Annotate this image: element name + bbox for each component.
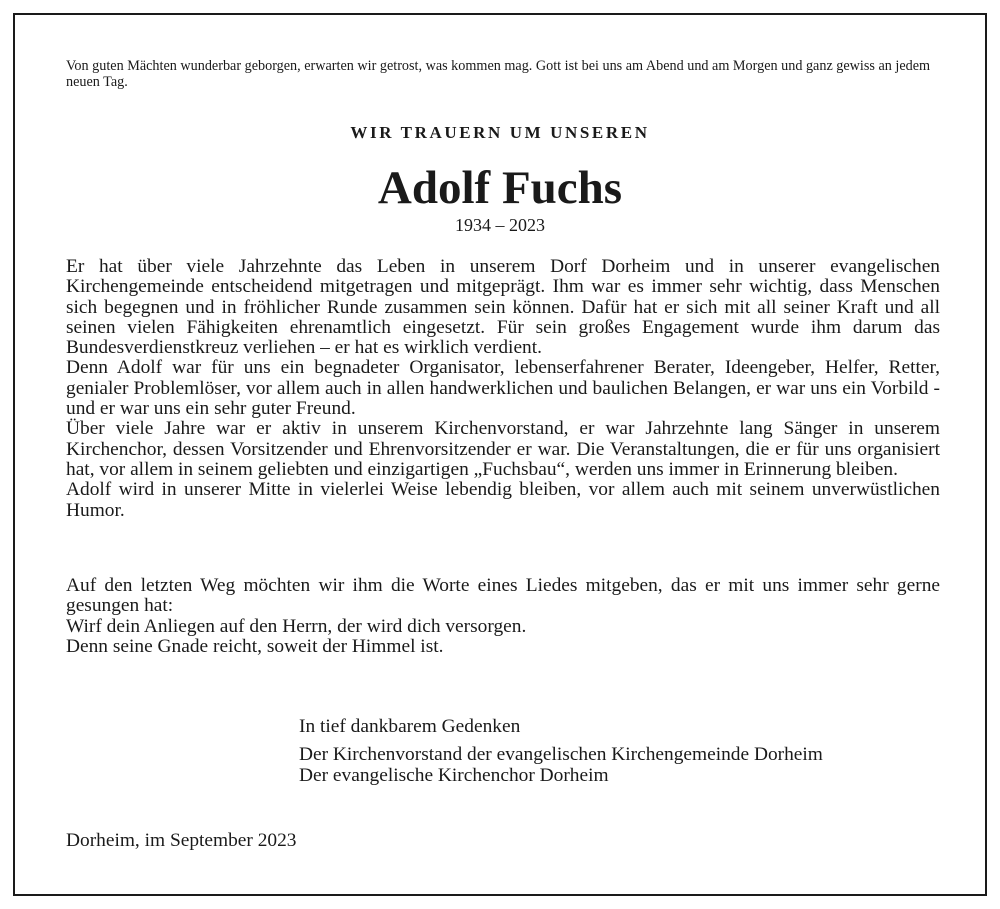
mourning-heading: WIR TRAUERN UM UNSEREN xyxy=(350,123,650,142)
signature-greeting: In tief dankbarem Gedenken xyxy=(299,716,521,737)
signer-church-choir: Der evangelische Kirchenchor Dorheim xyxy=(299,764,609,786)
paragraph-humor: Adolf wird in unserer Mitte in vielerlei Weise lebendig bleiben, vor allem auch mit seinem unverwüstlichen Humor. xyxy=(66,479,940,521)
obituary-body xyxy=(66,257,940,521)
closing-intro: Auf den letzten Weg möchten wir ihm die Worte eines Liedes mitgeben, das er mit uns immer sehr gerne gesungen hat: xyxy=(66,575,940,617)
signature-block xyxy=(299,717,949,786)
paragraph-church: Über viele Jahre war er aktiv in unserem Kirchenvorstand, er war Jahrzehnte lang Sänger in unserem Kirchenchor, dessen Vorsitzender und Ehrenvorsitzender er war. Die Veranstaltungen, die er für uns organisiert hat, vor allem in seinem geliebten und einzigartigen „Fuchsbau“, werden uns immer in Erinnerung bleiben. xyxy=(66,418,940,480)
song-verse-1: Wirf dein Anliegen auf den Herrn, der wird dich versorgen. xyxy=(66,615,527,637)
place-and-date: Dorheim, im September 2023 xyxy=(66,830,297,851)
paragraph-character: Denn Adolf war für uns ein begnadeter Organisator, lebenserfahrener Berater, Ideengeber, Helfer, Retter, genialer Problemlöser, vor allem auch in allen handwerklichen und baulichen Belangen, er war uns ein Vorbild - und er war uns ein sehr guter Freund. xyxy=(66,357,940,420)
paragraph-life: Er hat über viele Jahrzehnte das Leben in unserem Dorf Dorheim und in unserer evangelischen Kirchengemeinde entscheidend mitgetragen und mitgeprägt. Ihm war es immer sehr wichtig, dass Menschen sich begegnen und in fröhlicher Runde zusammen sein können. Dafür hat er sich mit all seiner Kraft und all seinen vielen Fähigkeiten ehrenamtlich eingesetzt. Für sein großes Engagement wurde ihm darum das Bundesverdienstkreuz verliehen – er hat es wirklich verdient. xyxy=(66,256,940,359)
signer-church-board: Der Kirchenvorstand der evangelischen Kirchengemeinde Dorheim xyxy=(299,744,823,766)
motto-text: Von guten Mächten wunderbar geborgen, erwarten wir getrost, was kommen mag. Gott ist bei uns am Abend und am Morgen und ganz gewiss an jedem neuen Tag. xyxy=(66,58,931,90)
life-years: 1934 – 2023 xyxy=(455,215,545,235)
closing-section xyxy=(66,576,940,657)
deceased-name: Adolf Fuchs xyxy=(377,162,623,214)
obituary-frame xyxy=(13,13,987,896)
song-verse-2: Denn seine Gnade reicht, soweit der Himmel ist. xyxy=(66,635,444,657)
